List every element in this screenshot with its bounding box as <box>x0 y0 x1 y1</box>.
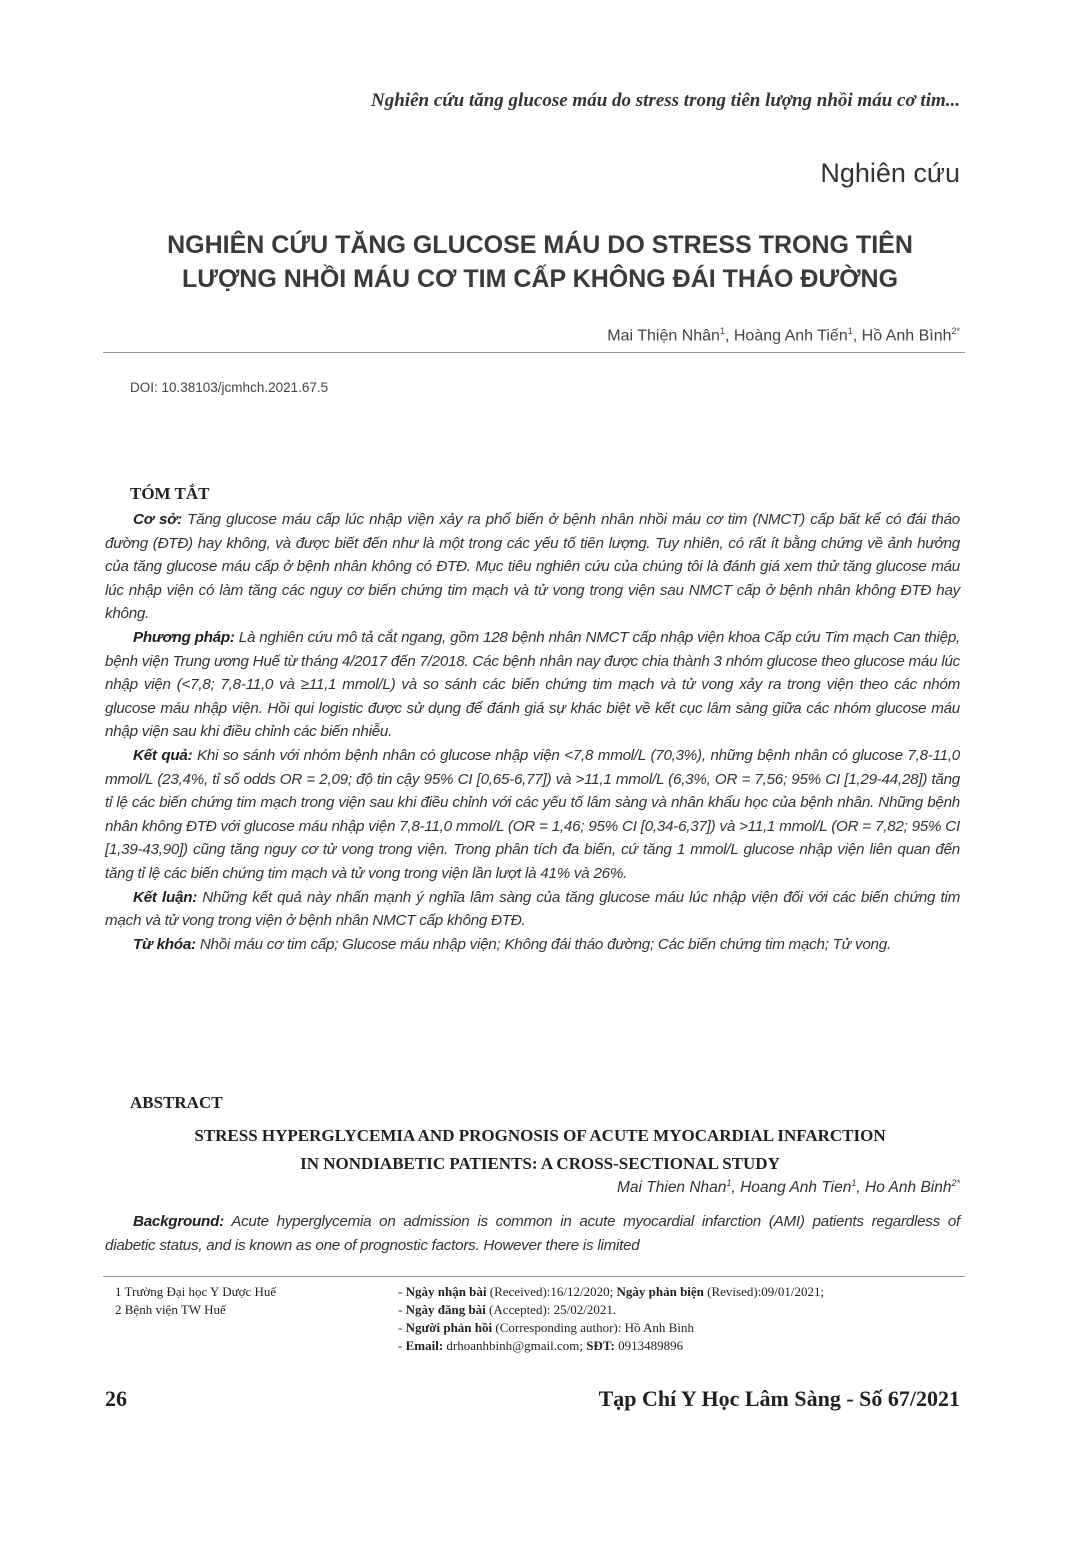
paragraph-label: Background: <box>133 1213 224 1230</box>
dates-received: - Ngày nhận bài (Received):16/12/2020; Ngày phản biện (Revised):09/01/2021; <box>398 1284 825 1299</box>
paragraph-label: Cơ sở: <box>133 511 182 528</box>
label: Email: <box>405 1338 444 1353</box>
summary-paragraph <box>105 626 960 744</box>
vietnamese-summary <box>105 508 960 956</box>
article-title <box>100 228 980 296</box>
paragraph-label: Kết luận: <box>133 888 198 906</box>
paragraph-label: Phương pháp: <box>133 628 235 646</box>
paragraph-text: Những kết quả này nhấn mạnh ý nghĩa lâm sàng của tăng glucose máu lúc nhập viện đối với các biến chứng tim mạch và tử vong trong viện ở bệnh nhân NMCT cấp không ĐTĐ. <box>105 888 960 930</box>
author-name: Hoàng Anh Tiến <box>733 327 848 345</box>
paragraph-text: Acute hyperglycemia on admission is common in acute myocardial infarction (AMI) patients regardless of diabetic status, and is known as one of prognostic factors. However there is limited <box>105 1213 960 1254</box>
summary-paragraph <box>105 744 960 886</box>
author-sup: 1 <box>726 1178 732 1188</box>
title-line: STRESS HYPERGLYCEMIA AND PROGNOSIS OF ACUTE MYOCARDIAL INFARCTION <box>194 1126 886 1145</box>
affiliation: 2 Bệnh viện TW Huế <box>115 1302 226 1317</box>
label: Ngày đăng bài <box>405 1302 486 1317</box>
article-info <box>398 1283 824 1355</box>
author-sup: 2* <box>951 326 960 336</box>
affiliation: 1 Trường Đại học Y Dược Huế <box>115 1284 277 1299</box>
author-name: Hoang Anh Tien <box>740 1179 852 1197</box>
dates-accepted: - Ngày đăng bài (Accepted): 25/02/2021. <box>398 1302 617 1317</box>
paragraph-text: Khi so sánh với nhóm bệnh nhân có glucose nhập viện <7,8 mmol/L (70,3%), những bệnh nhân có glucose 7,8-11,0 mmol/L (23,4%, tỉ số odds OR = 2,09; độ tin cậy 95% CI [0,65-6,77]) và >11,1 mmol/L (6,3%, OR = 7,56; 95% CI [1,29-44,28]) tăng tỉ lệ các biến chứng tim mạch trong viện sau khi điều chỉnh với các yếu tố lâm sàng và nhân khẩu học của bệnh nhân. Những bệnh nhân không ĐTĐ với glucose máu nhập viện 7,8-11,0 mmol/L (OR = 1,46; 95% CI [0,34-6,37]) và >11,1 mmol/L (OR = 7,82; 95% CI [1,39-43,90]) cũng tăng nguy cơ tử vong trong viện. Trong phân tích đa biến, cứ tăng 1 mmol/L glucose nhập viện liên quan đến tăng tỉ lệ các biến chứng tim mạch và tử vong trong viện lần lượt là 41% và 26%. <box>105 746 961 882</box>
author-name: Mai Thiện Nhân <box>607 327 720 345</box>
paragraph-text: Tăng glucose máu cấp lúc nhập viện xảy ra phổ biến ở bệnh nhân nhồi máu cơ tim (NMCT) cấp bất kể có đái tháo đường (ĐTĐ) hay không, và được biết đến như là một trong các yếu tố tiên lượng. Tuy nhiên, có rất ít bằng chứng về ảnh hưởng của tăng glucose máu cấp ở bệnh nhân không có ĐTĐ. Mục tiêu nghiên cứu của chúng tôi là đánh giá xem thử tăng glucose máu lúc nhập viện có làm tăng các nguy cơ biến chứng tim mạch và tử vong trong viện sau NMCT cấp ở bệnh nhân không ĐTĐ hay không. <box>105 511 960 623</box>
summary-heading: TÓM TẮT <box>130 484 210 503</box>
value: (Accepted): 25/02/2021. <box>485 1302 617 1317</box>
english-abstract <box>105 1210 960 1257</box>
author-name: Ho Anh Binh <box>865 1179 952 1197</box>
paragraph-text: Nhồi máu cơ tim cấp; Glucose máu nhập viện; Không đái tháo đường; Các biến chứng tim mạch; Tử vong. <box>195 935 891 953</box>
summary-paragraph <box>105 933 960 957</box>
paragraph-label: Kết quả: <box>133 746 193 764</box>
page-number: 26 <box>105 1386 127 1411</box>
label: Người phản hồi <box>405 1320 493 1335</box>
label: SĐT: <box>586 1338 615 1353</box>
author-list: Mai Thiện Nhân$^1$, Hoàng Anh Tiến$^1$, Hồ Anh Bình$^{2*}$ <box>607 326 960 345</box>
section-label: Nghiên cứu <box>820 158 960 188</box>
summary-paragraph <box>105 886 960 933</box>
title-line: IN NONDIABETIC PATIENTS: A CROSS-SECTIONAL STUDY <box>300 1154 780 1173</box>
abstract-paragraph <box>105 1210 960 1257</box>
journal-name: Tạp Chí Y Học Lâm Sàng - Số 67/2021 <box>598 1386 960 1411</box>
doi-link[interactable]: DOI: 10.38103/jcmhch.2021.67.5 <box>130 380 329 395</box>
running-header: Nghiên cứu tăng glucose máu do stress trong tiên lượng nhồi máu cơ tim... <box>371 90 960 111</box>
author-sup: 2* <box>951 1178 960 1188</box>
author-name: Hồ Anh Bình <box>861 327 952 345</box>
author-sup: 1 <box>851 1178 857 1188</box>
author-sup: 1 <box>719 326 725 336</box>
title-line: LƯỢNG NHỒI MÁU CƠ TIM CẤP KHÔNG ĐÁI THÁO ĐƯỜNG <box>181 265 899 293</box>
label: Ngày phản biện <box>616 1284 704 1299</box>
value: 0913489896 <box>614 1338 684 1353</box>
value: (Corresponding author): Hồ Anh Bình <box>492 1320 694 1335</box>
email-link[interactable]: drhoanhbinh@gmail.com; <box>443 1338 587 1353</box>
footnote-divider <box>103 1276 965 1277</box>
summary-paragraph <box>105 508 960 626</box>
english-author-list: Mai Thien Nhan$^1$, Hoang Anh Tien$^1$, Ho Anh Binh$^{2*}$ <box>617 1178 960 1197</box>
title-line: NGHIÊN CỨU TĂNG GLUCOSE MÁU DO STRESS TRONG TIÊN <box>167 231 913 259</box>
author-name: Mai Thien Nhan <box>617 1179 727 1197</box>
value: (Received):16/12/2020; <box>486 1284 617 1299</box>
paragraph-text: Là nghiên cứu mô tả cắt ngang, gồm 128 bệnh nhân NMCT cấp nhập viện khoa Cấp cứu Tim mạch Can thiệp, bệnh viện Trung ương Huế từ tháng 4/2017 đến 7/2018. Các bệnh nhân nay được chia thành 3 nhóm glucose theo glucose máu lúc nhập viện (<7,8; 7,8-11,0 và ≥11,1 mmol/L) và so sánh các biến chứng tim mạch và tử vong xảy ra trong viện theo các nhóm glucose máu nhập viện. Hồi qui logistic được sử dụng để đánh giá sự khác biệt về kết cục lâm sàng giữa các nhóm glucose máu nhập viện sau khi điều chỉnh các biến nhiễu. <box>105 628 960 741</box>
english-title <box>100 1122 980 1178</box>
author-sup: 1 <box>847 326 853 336</box>
corresponding-author: - Người phản hồi (Corresponding author): Hồ Anh Bình <box>398 1320 694 1335</box>
paragraph-label: Từ khóa: <box>133 935 196 953</box>
label: Ngày nhận bài <box>405 1284 487 1299</box>
affiliations <box>115 1283 276 1319</box>
divider <box>103 352 965 353</box>
abstract-heading: ABSTRACT <box>130 1093 223 1112</box>
contact: - Email: drhoanhbinh@gmail.com; SĐT: 0913489896 <box>398 1338 684 1353</box>
value: (Revised):09/01/2021; <box>703 1284 825 1299</box>
